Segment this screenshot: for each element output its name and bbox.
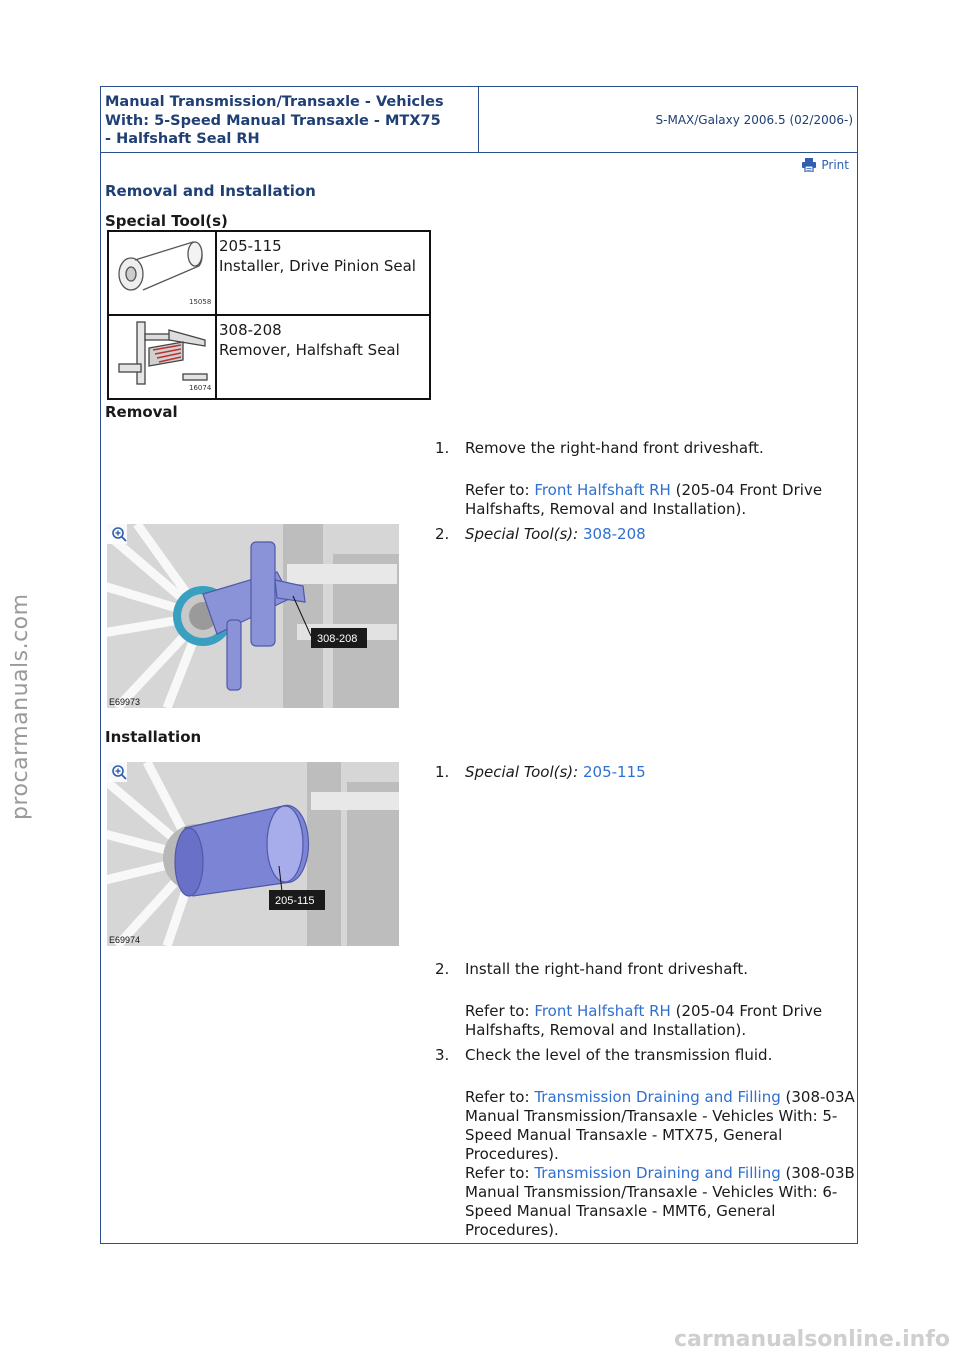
figure-id: E69973 <box>109 697 141 707</box>
step-reference <box>465 1002 855 1040</box>
step-text: Remove the right-hand front driveshaft. <box>465 439 764 457</box>
remover-tool-image <box>109 316 215 394</box>
special-tools-label: Special Tool(s): <box>465 525 579 543</box>
reference-1 <box>465 1088 855 1164</box>
tool-name: Installer, Drive Pinion Seal <box>219 257 416 275</box>
refer-prefix: Refer to: <box>465 1164 535 1182</box>
table-row <box>108 315 430 399</box>
table-row <box>108 231 430 315</box>
step-number: 1. <box>435 763 450 781</box>
step-text: Install the right-hand front driveshaft. <box>465 960 749 978</box>
step-number: 3. <box>435 1046 450 1064</box>
tool-image-cell <box>108 231 216 315</box>
tool-code: 205-115 <box>219 237 282 255</box>
step-text: Check the level of the transmission fluid. <box>465 1046 773 1064</box>
step-number: 2. <box>435 525 450 543</box>
print-label: Print <box>821 158 849 172</box>
print-button[interactable] <box>801 158 849 172</box>
tool-name: Remover, Halfshaft Seal <box>219 341 400 359</box>
refer-suffix: (205-04 Front Drive Halfshafts, Removal and Installation). <box>465 1002 823 1039</box>
bottom-watermark: carmanualsonline.info <box>674 1327 950 1352</box>
title-line-1: Manual Transmission/Transaxle - Vehicles <box>105 94 444 110</box>
refer-prefix: Refer to: <box>465 481 535 499</box>
tool-308-208-link[interactable]: 308-208 <box>583 525 646 543</box>
figure-tool-tag: 205-115 <box>275 895 315 907</box>
step-reference <box>465 481 855 519</box>
refer-prefix: Refer to: <box>465 1002 535 1020</box>
step-text <box>465 525 825 544</box>
page-title <box>101 87 479 153</box>
step-reference <box>465 1088 855 1240</box>
step-text <box>465 763 825 782</box>
model-label <box>479 87 857 153</box>
seal-installation-illustration <box>107 762 399 946</box>
zoom-in-icon[interactable] <box>111 526 127 542</box>
refer-prefix: Refer to: <box>465 1088 535 1106</box>
refer-suffix: (308-03B Manual Transmission/Transaxle - Vehicles With: 6-Speed Manual Transaxle - MMT6, General Procedures). <box>465 1164 855 1239</box>
section-title: Removal and Installation <box>105 182 316 200</box>
tool-fig-id: 15058 <box>189 298 212 306</box>
removal-figure <box>107 524 399 708</box>
printer-icon <box>801 158 817 172</box>
installation-figure <box>107 762 399 946</box>
step-number: 2. <box>435 960 450 978</box>
reference-2 <box>465 1164 855 1240</box>
document-frame <box>100 86 858 1244</box>
installation-heading: Installation <box>105 728 202 746</box>
tool-description-cell <box>216 231 430 315</box>
seal-removal-illustration <box>107 524 399 708</box>
refer-suffix: (205-04 Front Drive Halfshafts, Removal and Installation). <box>465 481 823 518</box>
tool-code: 308-208 <box>219 321 282 339</box>
figure-tool-tag: 308-208 <box>317 633 358 645</box>
model-text: S-MAX/Galaxy 2006.5 (02/2006-) <box>655 112 853 127</box>
zoom-in-icon[interactable] <box>111 764 127 780</box>
special-tools-heading: Special Tool(s) <box>105 212 228 230</box>
transmission-draining-link[interactable]: Transmission Draining and Filling <box>534 1164 781 1182</box>
installer-tool-image <box>109 232 215 310</box>
refer-suffix: (308-03A Manual Transmission/Transaxle - Vehicles With: 5-Speed Manual Transaxle - MTX75, General Procedures). <box>465 1088 855 1163</box>
step-number: 1. <box>435 439 450 457</box>
figure-id: E69974 <box>109 935 141 945</box>
special-tools-table <box>107 230 431 400</box>
tool-205-115-link[interactable]: 205-115 <box>583 763 646 781</box>
title-line-3: - Halfshaft Seal RH <box>105 131 260 147</box>
title-line-2: With: 5-Speed Manual Transaxle - MTX75 <box>105 112 441 129</box>
side-watermark: procarmanuals.com <box>8 593 33 820</box>
tool-fig-id: 16074 <box>189 384 212 392</box>
front-halfshaft-link[interactable]: Front Halfshaft RH <box>534 481 671 499</box>
special-tools-label: Special Tool(s): <box>465 763 579 781</box>
transmission-draining-link[interactable]: Transmission Draining and Filling <box>534 1088 781 1106</box>
tool-image-cell <box>108 315 216 399</box>
front-halfshaft-link[interactable]: Front Halfshaft RH <box>534 1002 671 1020</box>
removal-heading: Removal <box>105 403 178 421</box>
tool-description-cell <box>216 315 430 399</box>
